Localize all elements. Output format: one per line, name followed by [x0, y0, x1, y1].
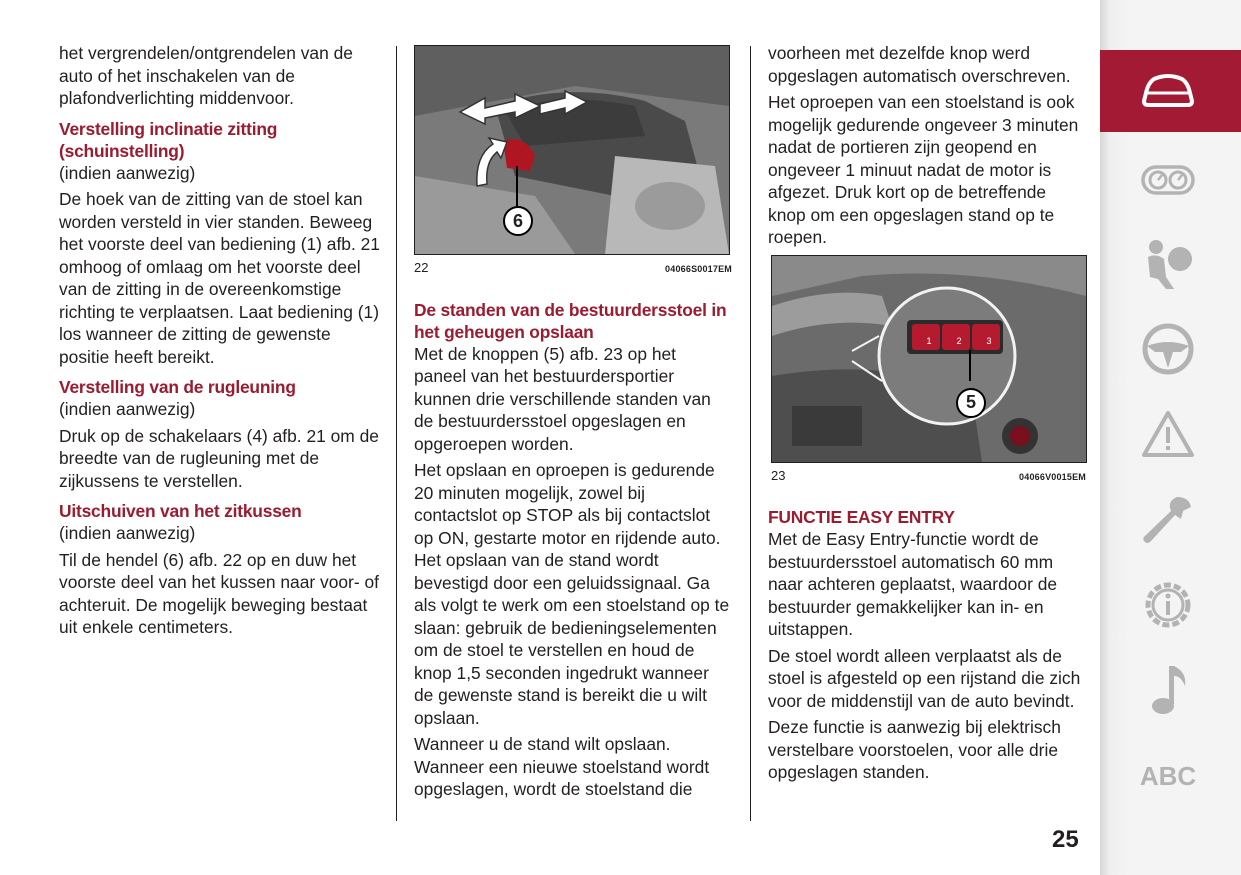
figure-22-seat-lever [414, 45, 730, 255]
paragraph: het vergrendelen/ontgrendelen van de auto of het inschakelen van de plafondverlichting middenvoor. [59, 43, 353, 108]
column-middle [414, 42, 732, 805]
heading-easy-entry: FUNCTIE EASY ENTRY [768, 507, 955, 527]
heading-seat-inclination: Verstelling inclinatie zitting (schuinstelling) [59, 118, 278, 161]
wrench-icon[interactable] [1138, 490, 1198, 550]
paragraph: De stoel wordt alleen verplaatst als de stoel is afgesteld op een rijstand die zich voor de middenstijl van de auto bevindt. [768, 645, 1081, 711]
optional-note: (indien aanwezig) [59, 399, 196, 419]
steering-wheel-icon[interactable] [1138, 319, 1198, 379]
figure-23-memory-buttons [771, 255, 1087, 463]
paragraph: De hoek van de zitting van de stoel kan worden versteld in vier standen. Beweeg het voorste deel van bediening (1) afb. 21 omhoog of omlaag om het voorste deel van de zitting in de overeenkomstige richting te verplaatsen. Laat bediening (1) los wanneer de zitting de gewenste positie heeft bereikt. [59, 189, 380, 367]
door-panel-illustration [772, 256, 1086, 462]
abc-index-icon[interactable]: ABC [1139, 760, 1197, 791]
airbag-icon[interactable] [1138, 234, 1198, 294]
callout-6: 6 [503, 206, 533, 236]
figure-number: 22 [414, 260, 429, 275]
car-icon[interactable] [1138, 61, 1198, 121]
gear-info-icon[interactable] [1138, 575, 1198, 635]
figure-code: 04066V0015EM [1019, 471, 1086, 482]
column-left [59, 42, 384, 643]
paragraph: Druk op de schakelaars (4) afb. 21 om de breedte van de rugleuning met de zijkussens te verstellen. [59, 425, 379, 491]
seat-lever-illustration [415, 46, 729, 254]
paragraph: Met de Easy Entry-functie wordt de bestuurdersstoel automatisch 60 mm naar achteren geplaatst, waardoor de bestuurder gemakkelijker kan in- en uitstappen. [768, 529, 1058, 639]
figure-code: 04066S0017EM [665, 264, 732, 274]
paragraph: Til de hendel (6) afb. 22 op en duw het voorste deel van het kussen naar voor- of achteruit. De mogelijk beweging bestaat uit enkele centimeters. [59, 549, 379, 637]
optional-note: (indien aanwezig) [59, 162, 196, 183]
figure-number: 23 [771, 467, 786, 483]
memory-button-3: 3 [986, 335, 992, 346]
paragraph: Het opslaan en oproepen is gedurende 20 minuten mogelijk, zowel bij contactslot op STOP als bij contactslot op ON, gestarte motor en rijdende auto. Het opslaan van de stand wordt bevestigd door een geluidssignaal. Ga als volgt te werk om een stoelstand op te slaan: gebruik de bedieningselementen om de stoel te verstellen en houd de knop 1,5 seconden ingedrukt wanneer de gewenste stand is bereikt die u wilt opslaan. [414, 460, 730, 728]
paragraph: Deze functie is aanwezig bij elektrisch verstelbare voorstoelen, voor alle drie opgeslagen standen. [768, 717, 1061, 782]
music-note-icon[interactable] [1138, 660, 1198, 720]
paragraph: Met de knoppen (5) afb. 23 op het paneel van het bestuurdersportier kunnen drie verschillende standen van de bestuurdersstoel opgeslagen en opgeroepen worden. [414, 343, 711, 454]
figure-caption [414, 257, 732, 281]
memory-button-1: 1 [926, 335, 932, 346]
column-right [768, 42, 1086, 788]
callout-5: 5 [956, 388, 986, 418]
page-number: 25 [1052, 826, 1079, 853]
column-divider [750, 46, 751, 821]
paragraph: Wanneer u de stand wilt opslaan. Wanneer een nieuwe stoelstand wordt opgeslagen, wordt de stoelstand die [414, 734, 710, 799]
optional-note: (indien aanwezig) [59, 523, 196, 543]
heading-backrest: Verstelling van de rugleuning [59, 377, 296, 397]
dashboard-icon[interactable] [1138, 150, 1198, 210]
memory-button-2: 2 [956, 335, 962, 346]
column-divider [396, 46, 397, 821]
figure-caption [771, 465, 1086, 489]
paragraph: Het oproepen van een stoelstand is ook mogelijk gedurende ongeveer 3 minuten nadat de portieren zijn geopend en ongeveer 1 minuut nadat de motor is afgezet. Druk kort op de betreffende knop om een opgeslagen stand op te roepen. [768, 92, 1079, 247]
heading-memory-positions: De standen van de bestuurdersstoel in het geheugen opslaan [414, 299, 727, 342]
heading-seat-cushion: Uitschuiven van het zitkussen [59, 501, 302, 521]
warning-icon[interactable] [1138, 404, 1198, 464]
paragraph: voorheen met dezelfde knop werd opgeslagen automatisch overschreven. [768, 43, 1071, 86]
